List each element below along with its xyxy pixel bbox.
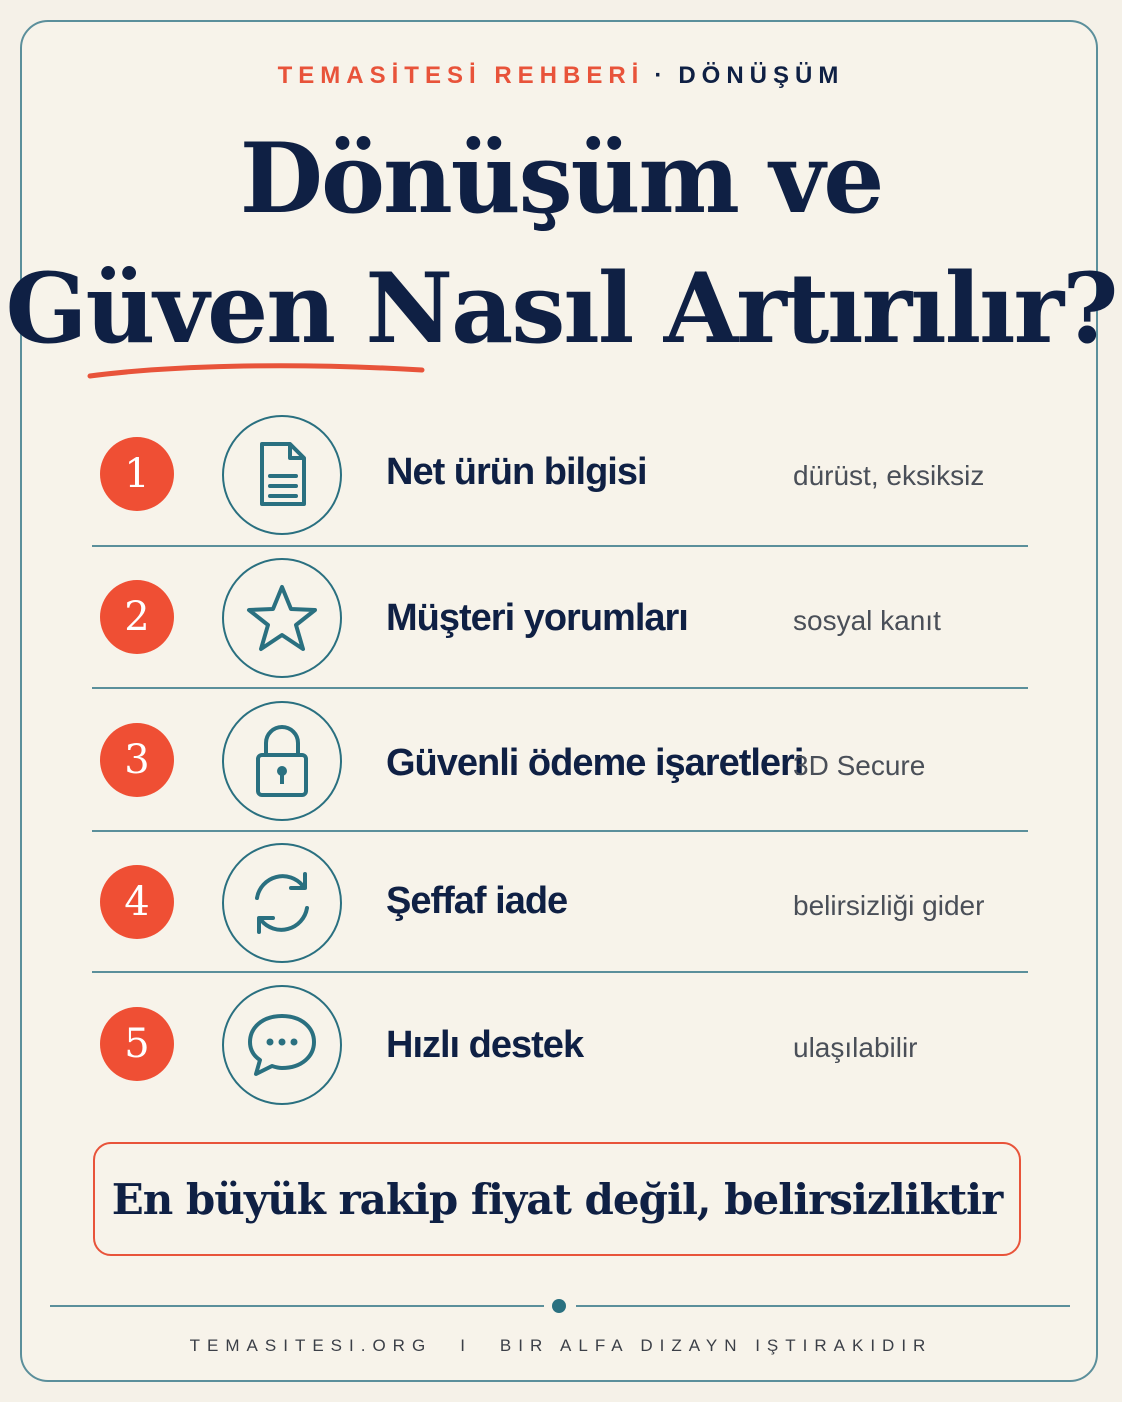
chat-icon (222, 985, 342, 1105)
key-takeaway-box: En büyük rakip fiyat değil, belirsizliktir (93, 1142, 1021, 1256)
item-label: Müşteri yorumları (386, 597, 688, 639)
refresh-icon (222, 843, 342, 963)
footer-divider-right (576, 1305, 1070, 1307)
footer (0, 1336, 1122, 1356)
divider (92, 971, 1028, 973)
item-note: 3D Secure (793, 750, 926, 781)
list-item (0, 404, 1122, 546)
footer-separator: I (460, 1336, 472, 1355)
footer-dot (552, 1299, 566, 1313)
item-note: ulaşılabilir (793, 1032, 918, 1063)
step-number-badge: 2 (100, 580, 174, 654)
page-title-line1: Dönüşüm ve (239, 122, 883, 235)
item-note: dürüst, eksiksiz (793, 460, 985, 491)
header-separator: · (654, 62, 669, 89)
list-item (0, 974, 1122, 1116)
footer-tagline: BIR ALFA DIZAYN IŞTIRAKIDIR (499, 1336, 933, 1355)
item-note: sosyal kanıt (793, 605, 941, 636)
item-label: Şeffaf iade (386, 880, 568, 922)
step-number-badge: 1 (100, 437, 174, 511)
document-icon (222, 415, 342, 535)
item-label: Güvenli ödeme işaretleri (386, 742, 804, 784)
footer-site: TEMASITESI.ORG (189, 1336, 433, 1355)
list-item (0, 547, 1122, 689)
star-icon (222, 558, 342, 678)
lock-icon (222, 701, 342, 821)
item-note: belirsizliği gider (793, 890, 985, 921)
divider (92, 687, 1028, 689)
item-label: Net ürün bilgisi (386, 451, 647, 493)
header-kicker (0, 62, 1122, 90)
page-title-line2: Güven Nasıl Artırılır? (5, 252, 1117, 365)
brand-label: TEMASİTESİ REHBERİ (277, 62, 645, 89)
step-number-badge: 5 (100, 1007, 174, 1081)
title-underline (86, 358, 426, 384)
list-item (0, 832, 1122, 974)
item-label: Hızlı destek (386, 1024, 584, 1066)
step-number-badge: 4 (100, 865, 174, 939)
list-item (0, 690, 1122, 832)
step-number-badge: 3 (100, 723, 174, 797)
topic-label: DÖNÜŞÜM (678, 62, 845, 89)
footer-divider-left (50, 1305, 544, 1307)
